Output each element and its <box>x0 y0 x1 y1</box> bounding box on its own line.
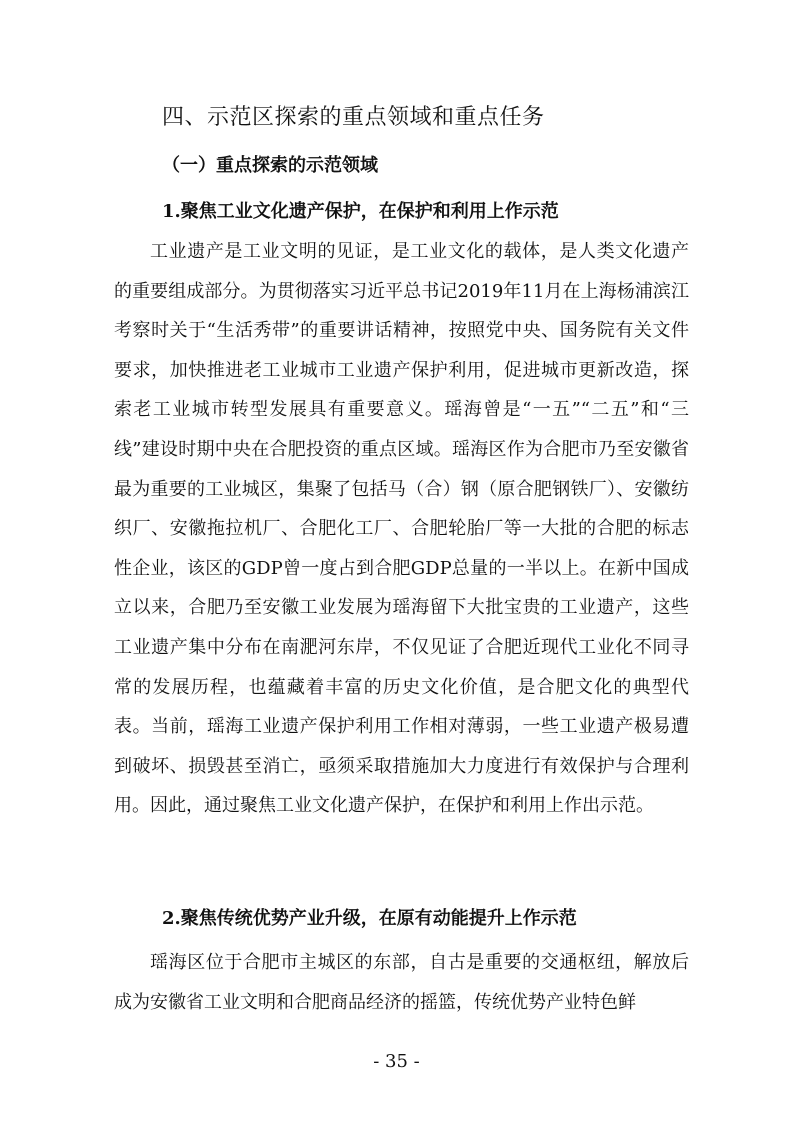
heading-traditional-industry: 2.聚焦传统优势产业升级，在原有动能提升上作示范 <box>162 908 577 929</box>
page-number: - 35 - <box>373 1051 420 1072</box>
paragraph-industrial-heritage: 工业遗产是工业文明的见证，是工业文化的载体，是人类文化遗产的重要组成部分。为贯彻落实习近平总书记2019年11月在上海杨浦滨江考察时关于“生活秀带”的重要讲话精神，按照党中央、国务院有关文件要求，加快推进老工业城市工业遗产保护利用，促进城市更新改造，探索老工业城市转型发展具有重要意义。瑶海曾是“一五”“二五”和“三线”建设时期中央在合肥投资的重点区域。瑶海区作为合肥市乃至安徽省最为重要的工业城区，集聚了包括马（合）钢（原合肥钢铁厂）、安徽纺织厂、安徽拖拉机厂、合肥化工厂、合肥轮胎厂等一大批的合肥的标志性企业，该区的GDP曾一度占到合肥GDP总量的一半以上。在新中国成立以来，合肥乃至安徽工业发展为瑶海留下大批宝贵的工业遗产，这些工业遗产集中分布在南淝河东岸，不仅见证了合肥近现代工业化不同寻常的发展历程，也蕴藏着丰富的历史文化价值，是合肥文化的典型代表。当前，瑶海工业遗产保护利用工作相对薄弱，一些工业遗产极易遭到破坏、损毁甚至消亡，亟须采取措施加大力度进行有效保护与合理利用。因此，通过聚焦工业文化遗产保护，在保护和利用上作出示范。 <box>114 241 689 817</box>
paragraph-traditional-industry: 瑶海区位于合肥市主城区的东部，自古是重要的交通枢纽，解放后成为安徽省工业文明和合肥商品经济的摇篮，传统优势产业特色鲜 <box>114 952 689 1013</box>
sub-title: （一）重点探索的示范领域 <box>162 155 378 176</box>
section-title: 四、示范区探索的重点领域和重点任务 <box>162 105 545 130</box>
heading-industrial-heritage: 1.聚焦工业文化遗产保护，在保护和利用上作示范 <box>162 201 559 222</box>
